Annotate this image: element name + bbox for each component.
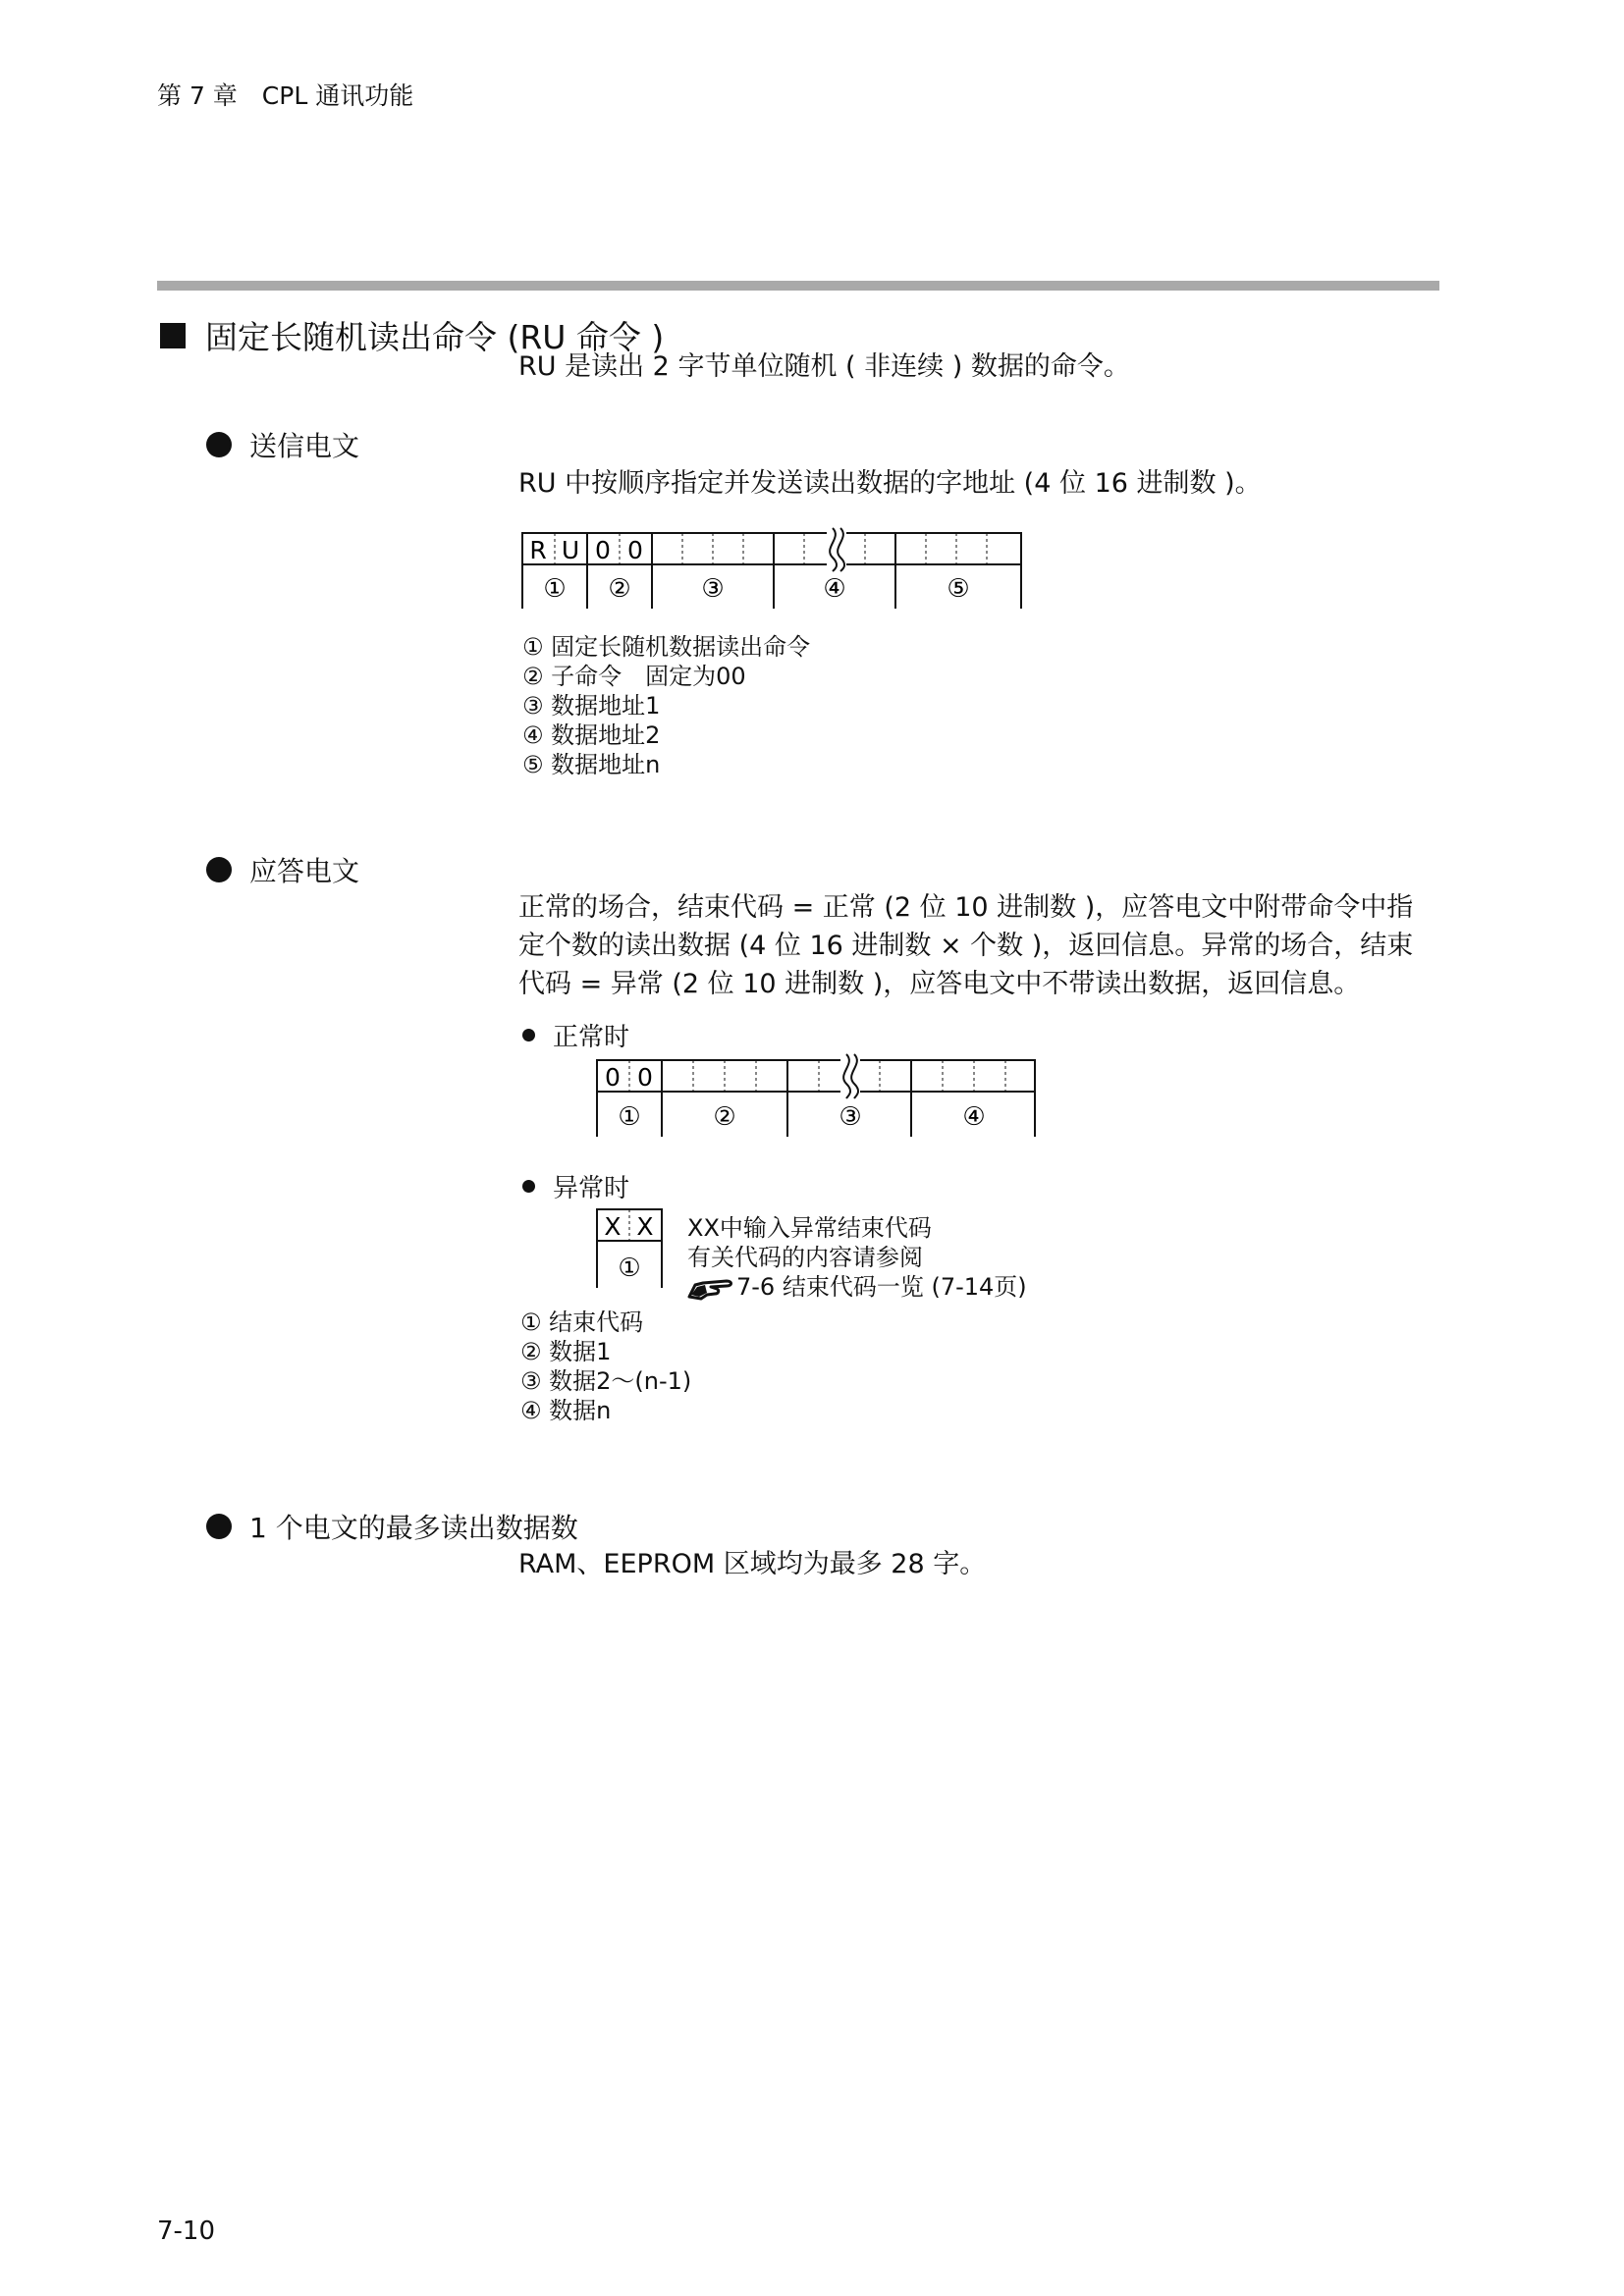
frame-char: 0 [627,536,643,564]
square-bullet-icon [160,323,186,348]
frame-char: 0 [637,1063,653,1092]
frame-marker: ⑤ [947,574,970,604]
frame-marker: ② [713,1102,736,1132]
send-frame-diagram [511,526,1031,614]
page-number: 7-10 [157,2216,216,2246]
frame-marker: ① [543,574,567,604]
max-heading [206,1507,578,1546]
chapter-header: 第 7 章 CPL 通讯功能 [157,81,414,110]
frame-char: X [604,1212,622,1241]
send-heading-text: 送信电文 [249,430,360,462]
abnormal-frame-diagram [589,1205,677,1294]
frame-marker: ① [618,1254,641,1283]
legend-item: ② 子命令 固定为00 [522,663,746,690]
normal-frame-diagram [589,1052,1041,1143]
abnormal-note-line: 有关代码的内容请参阅 [687,1244,923,1271]
bullet-icon [522,1180,535,1193]
send-legend [522,632,810,779]
max-desc: RAM、EEPROM 区域均为最多 28 字。 [518,1549,987,1579]
section-divider [157,281,1439,291]
frame-char: 0 [605,1063,621,1092]
normal-label-text: 正常时 [553,1023,630,1052]
bullet-icon [206,857,232,882]
frame-marker: ④ [823,574,846,604]
send-heading [206,425,359,464]
frame-marker: ④ [962,1102,986,1132]
pointing-hand-icon [687,1275,734,1301]
max-heading-text: 1 个电文的最多读出数据数 [249,1512,578,1544]
response-desc [518,888,1413,1003]
frame-char: U [561,536,580,564]
section-intro: RU 是读出 2 字节单位随机 ( 非连续 ) 数据的命令。 [518,351,1130,382]
bullet-icon [522,1029,535,1041]
abnormal-ref[interactable] [687,1272,1027,1302]
legend-item: ⑤ 数据地址n [522,751,661,778]
response-desc-line: 代码 = 异常 (2 位 10 进制数 )，应答电文中不带读出数据，返回信息。 [518,969,1361,999]
response-heading [206,850,359,889]
legend-item: ② 数据1 [520,1338,612,1365]
abnormal-note-line: XX中输入异常结束代码 [687,1214,932,1242]
section-title-text: 固定长随机读出命令 (RU 命令 ) [205,318,665,356]
legend-item: ④ 数据n [520,1397,612,1424]
abnormal-ref-text: 7-6 结束代码一览 (7-14页) [736,1273,1027,1301]
legend-item: ① 结束代码 [520,1308,644,1336]
response-legend [520,1308,691,1425]
frame-marker: ③ [701,574,725,604]
bullet-icon [206,432,232,457]
legend-item: ③ 数据2～(n-1) [520,1367,692,1395]
normal-label [522,1017,629,1053]
send-desc: RU 中按顺序指定并发送读出数据的字地址 (4 位 16 进制数 )。 [518,468,1262,499]
response-desc-line: 正常的场合，结束代码 = 正常 (2 位 10 进制数 )，应答电文中附带命令中指 [518,892,1414,923]
frame-char: 0 [595,536,611,564]
abnormal-note [687,1213,1027,1302]
frame-marker: ① [618,1102,641,1132]
response-heading-text: 应答电文 [249,855,360,887]
frame-marker: ③ [839,1102,862,1132]
legend-item: ③ 数据地址1 [522,692,661,720]
legend-item: ① 固定长随机数据读出命令 [522,633,811,661]
bullet-icon [206,1514,232,1539]
legend-item: ④ 数据地址2 [522,721,661,749]
abnormal-label-text: 异常时 [553,1174,630,1203]
frame-char: X [636,1212,654,1241]
abnormal-label [522,1168,629,1204]
frame-char: R [529,536,547,564]
response-desc-line: 定个数的读出数据 (4 位 16 进制数 × 个数 )，返回信息。异常的场合，结束 [518,931,1414,961]
frame-marker: ② [608,574,631,604]
